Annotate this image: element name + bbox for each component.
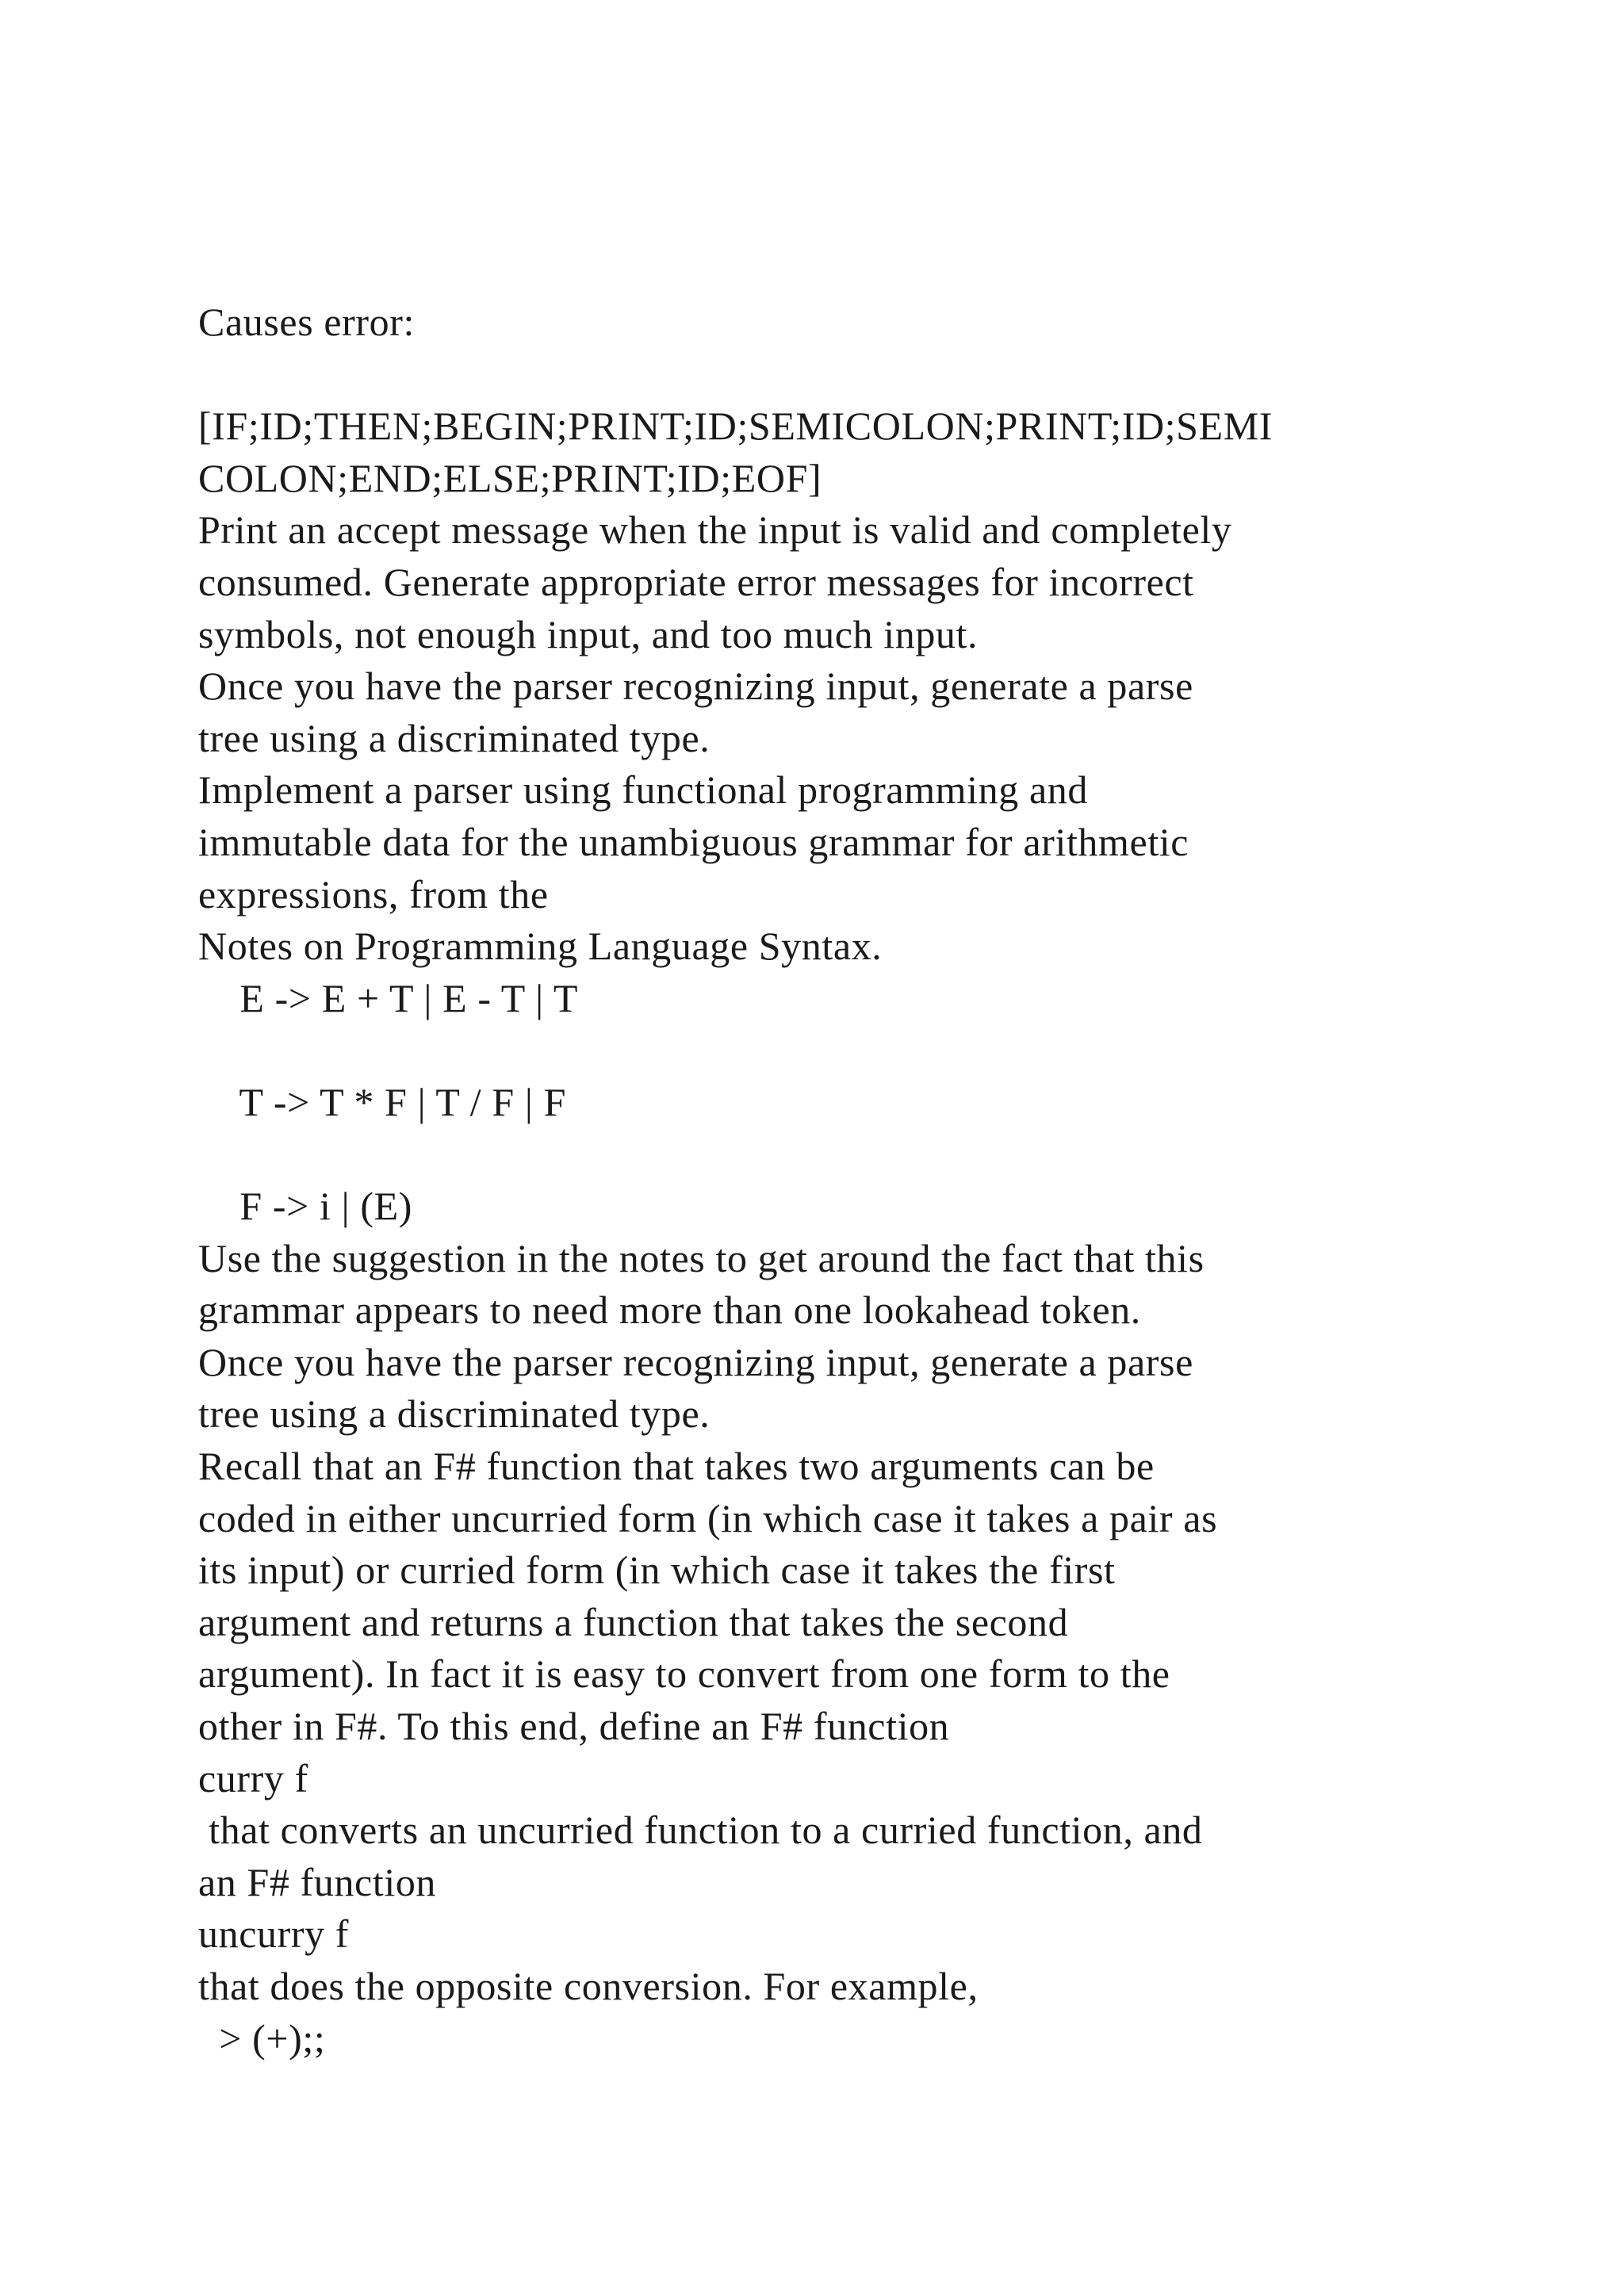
blank-line <box>198 349 1483 401</box>
document-body <box>198 297 1483 2064</box>
text-line: its input) or curried form (in which case it takes the first <box>198 1548 1116 1593</box>
text-line: consumed. Generate appropriate error messages for incorrect <box>198 559 1194 604</box>
text-line: expressions, from the <box>198 871 549 916</box>
text-line: argument). In fact it is easy to convert from one form to the <box>198 1651 1170 1697</box>
text-line: coded in either uncurried form (in which case it takes a pair as <box>198 1495 1218 1540</box>
text-line: symbols, not enough input, and too much input. <box>198 611 979 656</box>
text-line: Print an accept message when the input is valid and completely <box>198 507 1232 553</box>
text-line: curry f <box>198 1755 308 1800</box>
grammar-rule-t: T -> T * F | T / F | F <box>198 1079 566 1124</box>
text-line: immutable data for the unambiguous grammar for arithmetic <box>198 819 1189 864</box>
text-line: Use the suggestion in the notes to get around the fact that this <box>198 1235 1205 1280</box>
text-line: Once you have the parser recognizing input, generate a parse <box>198 1339 1193 1384</box>
text-line: argument and returns a function that takes the second <box>198 1599 1069 1644</box>
text-line: grammar appears to need more than one lookahead token. <box>198 1288 1141 1333</box>
text-line: Recall that an F# function that takes two arguments can be <box>198 1444 1155 1489</box>
text-line: an F# function <box>198 1859 437 1904</box>
text-line: uncurry f <box>198 1911 350 1957</box>
text-line: Once you have the parser recognizing input, generate a parse <box>198 664 1193 709</box>
grammar-rule-f: F -> i | (E) <box>198 1184 413 1229</box>
text-line: tree using a discriminated type. <box>198 1391 710 1437</box>
code-prompt-line: > (+);; <box>198 2015 326 2061</box>
grammar-rule-e: E -> E + T | E - T | T <box>198 975 579 1020</box>
text-line: that does the opposite conversion. For example, <box>198 1964 979 2008</box>
text-line: [IF;ID;THEN;BEGIN;PRINT;ID;SEMICOLON;PRINT;ID;SEMI <box>198 404 1273 449</box>
blank-line <box>198 1024 1483 1077</box>
text-line: tree using a discriminated type. <box>198 715 710 760</box>
text-line: other in F#. To this end, define an F# function <box>198 1704 950 1749</box>
text-line: that converts an uncurried function to a curried function, and <box>198 1808 1203 1853</box>
text-line: COLON;END;ELSE;PRINT;ID;EOF] <box>198 455 822 500</box>
text-line: Causes error: <box>198 300 415 344</box>
text-line: Implement a parser using functional programming and <box>198 767 1088 813</box>
text-line: Notes on Programming Language Syntax. <box>198 924 883 969</box>
blank-line <box>198 1129 1483 1181</box>
